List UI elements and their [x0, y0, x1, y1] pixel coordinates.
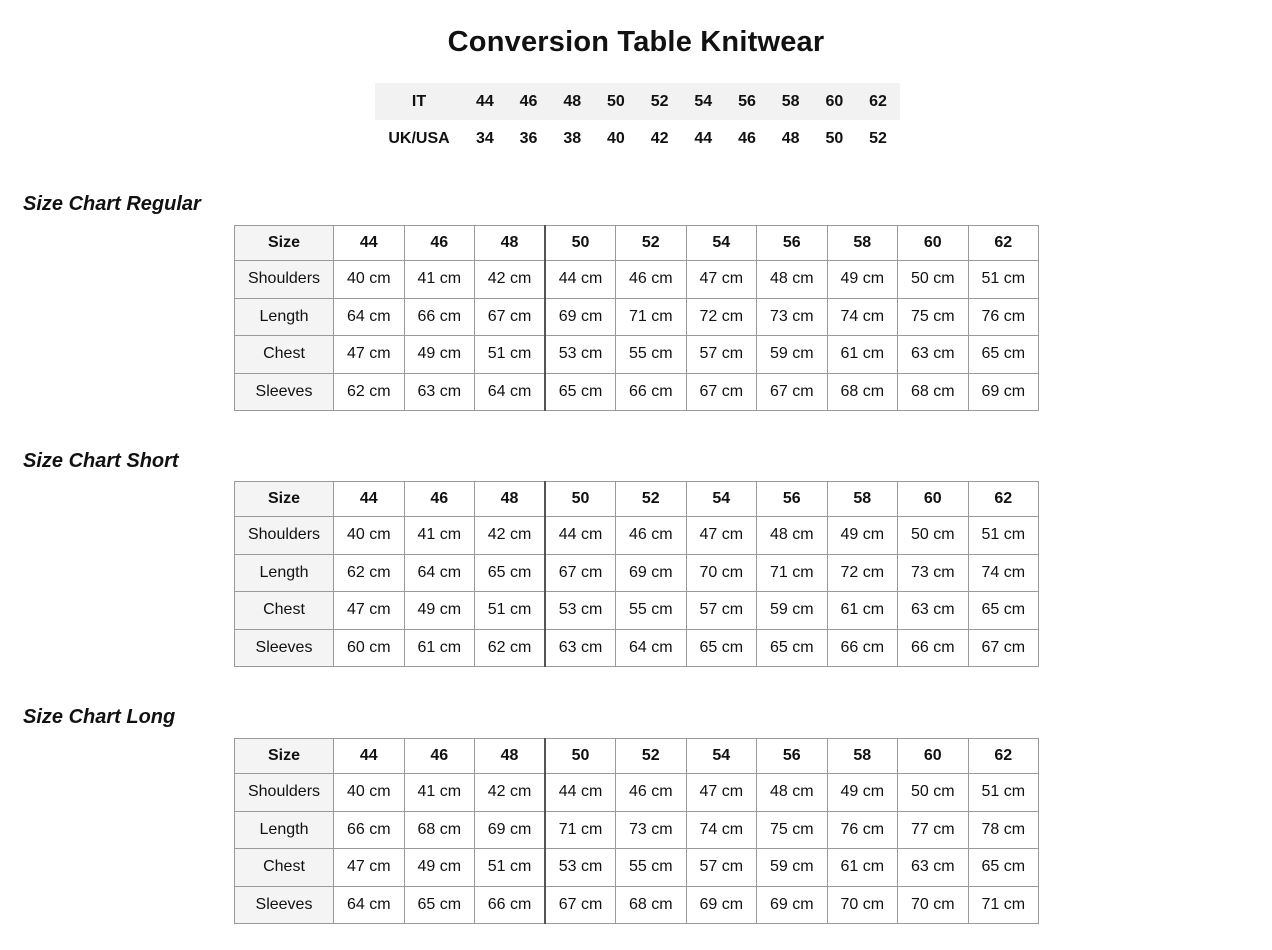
measurement-cell: 41 cm — [404, 774, 475, 812]
measurement-cell: 77 cm — [898, 811, 969, 849]
measurement-cell: 50 cm — [898, 517, 969, 555]
size-header-cell: 52 — [616, 226, 687, 261]
section-title-short: Size Chart Short — [23, 450, 179, 472]
measurement-cell: 49 cm — [827, 261, 898, 299]
measurement-cell: 41 cm — [404, 517, 475, 555]
conversion-cell: 58 — [769, 83, 813, 120]
measurement-cell: 75 cm — [757, 811, 828, 849]
measurement-cell: 64 cm — [404, 554, 475, 592]
measurement-cell: 69 cm — [968, 373, 1039, 411]
measurement-cell: 53 cm — [545, 336, 616, 374]
measurement-cell: 71 cm — [545, 811, 616, 849]
conversion-table — [375, 83, 900, 157]
measurement-cell: 49 cm — [404, 592, 475, 630]
measurement-cell: 42 cm — [475, 774, 546, 812]
measurement-cell: 57 cm — [686, 849, 757, 887]
size-header-cell: 50 — [545, 482, 616, 517]
measurement-cell: 41 cm — [404, 261, 475, 299]
measurement-label: Sleeves — [235, 886, 334, 924]
measurement-cell: 55 cm — [616, 336, 687, 374]
table-row — [235, 336, 1039, 374]
size-header-cell: 62 — [968, 739, 1039, 774]
size-header-cell: 52 — [616, 482, 687, 517]
conversion-cell: 50 — [594, 83, 638, 120]
measurement-cell: 51 cm — [475, 336, 546, 374]
size-header-cell: 44 — [334, 226, 405, 261]
measurement-cell: 47 cm — [334, 592, 405, 630]
measurement-cell: 61 cm — [827, 336, 898, 374]
measurement-cell: 59 cm — [757, 592, 828, 630]
conversion-cell: 36 — [519, 129, 538, 147]
measurement-cell: 64 cm — [334, 886, 405, 924]
measurement-cell: 74 cm — [686, 811, 757, 849]
measurement-cell: 63 cm — [898, 336, 969, 374]
size-header-cell: 48 — [475, 226, 546, 261]
size-header-label: Size — [235, 226, 334, 261]
measurement-cell: 53 cm — [545, 592, 616, 630]
size-header-cell: 60 — [898, 739, 969, 774]
measurement-cell: 63 cm — [545, 629, 616, 667]
size-header-cell: 46 — [404, 226, 475, 261]
measurement-cell: 50 cm — [898, 774, 969, 812]
size-chart-regular — [234, 225, 1039, 411]
measurement-cell: 59 cm — [757, 336, 828, 374]
measurement-cell: 65 cm — [404, 886, 475, 924]
measurement-cell: 62 cm — [334, 554, 405, 592]
conversion-cell: 56 — [725, 83, 769, 120]
measurement-cell: 63 cm — [404, 373, 475, 411]
measurement-cell: 65 cm — [968, 592, 1039, 630]
measurement-cell: 73 cm — [616, 811, 687, 849]
conversion-cell: 48 — [781, 129, 800, 147]
measurement-cell: 59 cm — [757, 849, 828, 887]
section-title-long: Size Chart Long — [23, 706, 176, 728]
measurement-cell: 66 cm — [898, 629, 969, 667]
measurement-cell: 46 cm — [616, 261, 687, 299]
measurement-cell: 70 cm — [686, 554, 757, 592]
measurement-cell: 65 cm — [968, 336, 1039, 374]
measurement-cell: 67 cm — [686, 373, 757, 411]
conversion-cell: 40 — [607, 129, 625, 147]
conversion-cell: 44 — [694, 129, 713, 147]
measurement-cell: 70 cm — [827, 886, 898, 924]
measurement-cell: 69 cm — [757, 886, 828, 924]
conversion-cell: 62 — [856, 83, 900, 120]
measurement-cell: 40 cm — [334, 517, 405, 555]
measurement-cell: 66 cm — [334, 811, 405, 849]
measurement-cell: 40 cm — [334, 261, 405, 299]
measurement-cell: 48 cm — [757, 774, 828, 812]
conversion-row-label: IT — [375, 83, 463, 120]
measurement-cell: 51 cm — [968, 774, 1039, 812]
table-header-row — [235, 226, 1039, 261]
size-header-cell: 56 — [757, 482, 828, 517]
conversion-cell: 42 — [650, 129, 669, 147]
measurement-cell: 71 cm — [616, 298, 687, 336]
conversion-row — [375, 83, 900, 120]
size-header-cell: 50 — [545, 739, 616, 774]
measurement-label: Shoulders — [235, 774, 334, 812]
measurement-label: Length — [235, 811, 334, 849]
measurement-cell: 57 cm — [686, 592, 757, 630]
size-header-cell: 50 — [545, 226, 616, 261]
size-header-cell: 58 — [827, 739, 898, 774]
table-row — [235, 261, 1039, 299]
measurement-cell: 74 cm — [968, 554, 1039, 592]
conversion-cell: 34 — [475, 129, 494, 147]
measurement-cell: 42 cm — [475, 261, 546, 299]
measurement-cell: 49 cm — [827, 774, 898, 812]
size-header-cell: 56 — [757, 739, 828, 774]
measurement-cell: 67 cm — [968, 629, 1039, 667]
measurement-cell: 44 cm — [545, 261, 616, 299]
conversion-row-label: UK/USA — [388, 129, 450, 147]
measurement-cell: 69 cm — [545, 298, 616, 336]
table-header-row — [235, 482, 1039, 517]
size-header-cell: 44 — [334, 739, 405, 774]
measurement-cell: 69 cm — [686, 886, 757, 924]
conversion-cell: 38 — [563, 129, 582, 147]
size-header-label: Size — [235, 739, 334, 774]
measurement-cell: 67 cm — [757, 373, 828, 411]
measurement-cell: 51 cm — [968, 261, 1039, 299]
table-row — [235, 373, 1039, 411]
page-title: Conversion Table Knitwear — [447, 26, 825, 58]
measurement-cell: 66 cm — [404, 298, 475, 336]
conversion-cell: 54 — [681, 83, 725, 120]
measurement-cell: 62 cm — [475, 629, 546, 667]
measurement-cell: 65 cm — [475, 554, 546, 592]
measurement-cell: 68 cm — [616, 886, 687, 924]
measurement-cell: 71 cm — [968, 886, 1039, 924]
measurement-cell: 53 cm — [545, 849, 616, 887]
conversion-cell: 50 — [825, 129, 844, 147]
measurement-label: Chest — [235, 592, 334, 630]
measurement-cell: 78 cm — [968, 811, 1039, 849]
table-row — [235, 849, 1039, 887]
conversion-cell: 52 — [638, 83, 682, 120]
measurement-label: Chest — [235, 336, 334, 374]
size-header-cell: 48 — [475, 482, 546, 517]
measurement-cell: 66 cm — [475, 886, 546, 924]
measurement-cell: 47 cm — [686, 261, 757, 299]
table-row — [235, 811, 1039, 849]
measurement-cell: 67 cm — [475, 298, 546, 336]
measurement-cell: 44 cm — [545, 774, 616, 812]
measurement-cell: 65 cm — [968, 849, 1039, 887]
size-header-cell: 60 — [898, 482, 969, 517]
size-header-cell: 58 — [827, 226, 898, 261]
measurement-cell: 64 cm — [475, 373, 546, 411]
measurement-cell: 61 cm — [827, 849, 898, 887]
measurement-cell: 76 cm — [968, 298, 1039, 336]
conversion-cell: 52 — [869, 129, 887, 147]
measurement-cell: 49 cm — [404, 849, 475, 887]
measurement-cell: 55 cm — [616, 849, 687, 887]
measurement-cell: 73 cm — [898, 554, 969, 592]
table-row — [235, 629, 1039, 667]
size-header-cell: 56 — [757, 226, 828, 261]
table-row — [235, 592, 1039, 630]
measurement-cell: 65 cm — [757, 629, 828, 667]
measurement-cell: 64 cm — [616, 629, 687, 667]
measurement-cell: 71 cm — [757, 554, 828, 592]
size-header-cell: 52 — [616, 739, 687, 774]
measurement-label: Chest — [235, 849, 334, 887]
measurement-cell: 76 cm — [827, 811, 898, 849]
size-header-label: Size — [235, 482, 334, 517]
size-header-cell: 54 — [686, 226, 757, 261]
size-chart-long — [234, 738, 1039, 924]
measurement-cell: 69 cm — [616, 554, 687, 592]
conversion-cell: 46 — [507, 83, 551, 120]
measurement-cell: 74 cm — [827, 298, 898, 336]
size-header-cell: 48 — [475, 739, 546, 774]
size-header-cell: 60 — [898, 226, 969, 261]
measurement-cell: 63 cm — [898, 592, 969, 630]
measurement-cell: 70 cm — [898, 886, 969, 924]
size-header-cell: 46 — [404, 739, 475, 774]
measurement-cell: 40 cm — [334, 774, 405, 812]
size-header-cell: 58 — [827, 482, 898, 517]
conversion-row — [375, 120, 900, 157]
measurement-cell: 68 cm — [827, 373, 898, 411]
size-header-cell: 46 — [404, 482, 475, 517]
measurement-cell: 66 cm — [616, 373, 687, 411]
measurement-cell: 51 cm — [475, 592, 546, 630]
measurement-cell: 72 cm — [827, 554, 898, 592]
size-header-cell: 44 — [334, 482, 405, 517]
table-row — [235, 517, 1039, 555]
conversion-cell: 48 — [550, 83, 594, 120]
measurement-cell: 44 cm — [545, 517, 616, 555]
measurement-cell: 69 cm — [475, 811, 546, 849]
measurement-cell: 47 cm — [334, 336, 405, 374]
measurement-label: Length — [235, 298, 334, 336]
size-header-cell: 62 — [968, 226, 1039, 261]
measurement-cell: 51 cm — [968, 517, 1039, 555]
measurement-label: Length — [235, 554, 334, 592]
measurement-cell: 62 cm — [334, 373, 405, 411]
measurement-cell: 51 cm — [475, 849, 546, 887]
measurement-label: Shoulders — [235, 517, 334, 555]
measurement-cell: 68 cm — [404, 811, 475, 849]
measurement-cell: 65 cm — [686, 629, 757, 667]
size-header-cell: 54 — [686, 739, 757, 774]
measurement-cell: 64 cm — [334, 298, 405, 336]
measurement-label: Sleeves — [235, 629, 334, 667]
size-chart-short — [234, 481, 1039, 667]
measurement-cell: 68 cm — [898, 373, 969, 411]
measurement-cell: 47 cm — [686, 517, 757, 555]
measurement-cell: 65 cm — [545, 373, 616, 411]
measurement-cell: 73 cm — [757, 298, 828, 336]
measurement-cell: 61 cm — [827, 592, 898, 630]
measurement-cell: 75 cm — [898, 298, 969, 336]
conversion-cell: 46 — [738, 129, 756, 147]
measurement-cell: 46 cm — [616, 517, 687, 555]
measurement-cell: 67 cm — [545, 886, 616, 924]
size-header-cell: 62 — [968, 482, 1039, 517]
measurement-cell: 55 cm — [616, 592, 687, 630]
measurement-cell: 47 cm — [334, 849, 405, 887]
table-row — [235, 298, 1039, 336]
measurement-cell: 47 cm — [686, 774, 757, 812]
measurement-cell: 60 cm — [334, 629, 405, 667]
measurement-cell: 49 cm — [827, 517, 898, 555]
measurement-cell: 42 cm — [475, 517, 546, 555]
measurement-cell: 48 cm — [757, 517, 828, 555]
table-row — [235, 774, 1039, 812]
measurement-cell: 61 cm — [404, 629, 475, 667]
measurement-cell: 46 cm — [616, 774, 687, 812]
measurement-label: Sleeves — [235, 373, 334, 411]
measurement-cell: 57 cm — [686, 336, 757, 374]
measurement-cell: 48 cm — [757, 261, 828, 299]
table-row — [235, 886, 1039, 924]
measurement-cell: 49 cm — [404, 336, 475, 374]
measurement-cell: 50 cm — [898, 261, 969, 299]
table-row — [235, 554, 1039, 592]
section-title-regular: Size Chart Regular — [23, 193, 201, 215]
conversion-cell: 60 — [813, 83, 857, 120]
size-header-cell: 54 — [686, 482, 757, 517]
table-header-row — [235, 739, 1039, 774]
measurement-label: Shoulders — [235, 261, 334, 299]
measurement-cell: 67 cm — [545, 554, 616, 592]
measurement-cell: 63 cm — [898, 849, 969, 887]
conversion-cell: 44 — [463, 83, 507, 120]
measurement-cell: 66 cm — [827, 629, 898, 667]
measurement-cell: 72 cm — [686, 298, 757, 336]
